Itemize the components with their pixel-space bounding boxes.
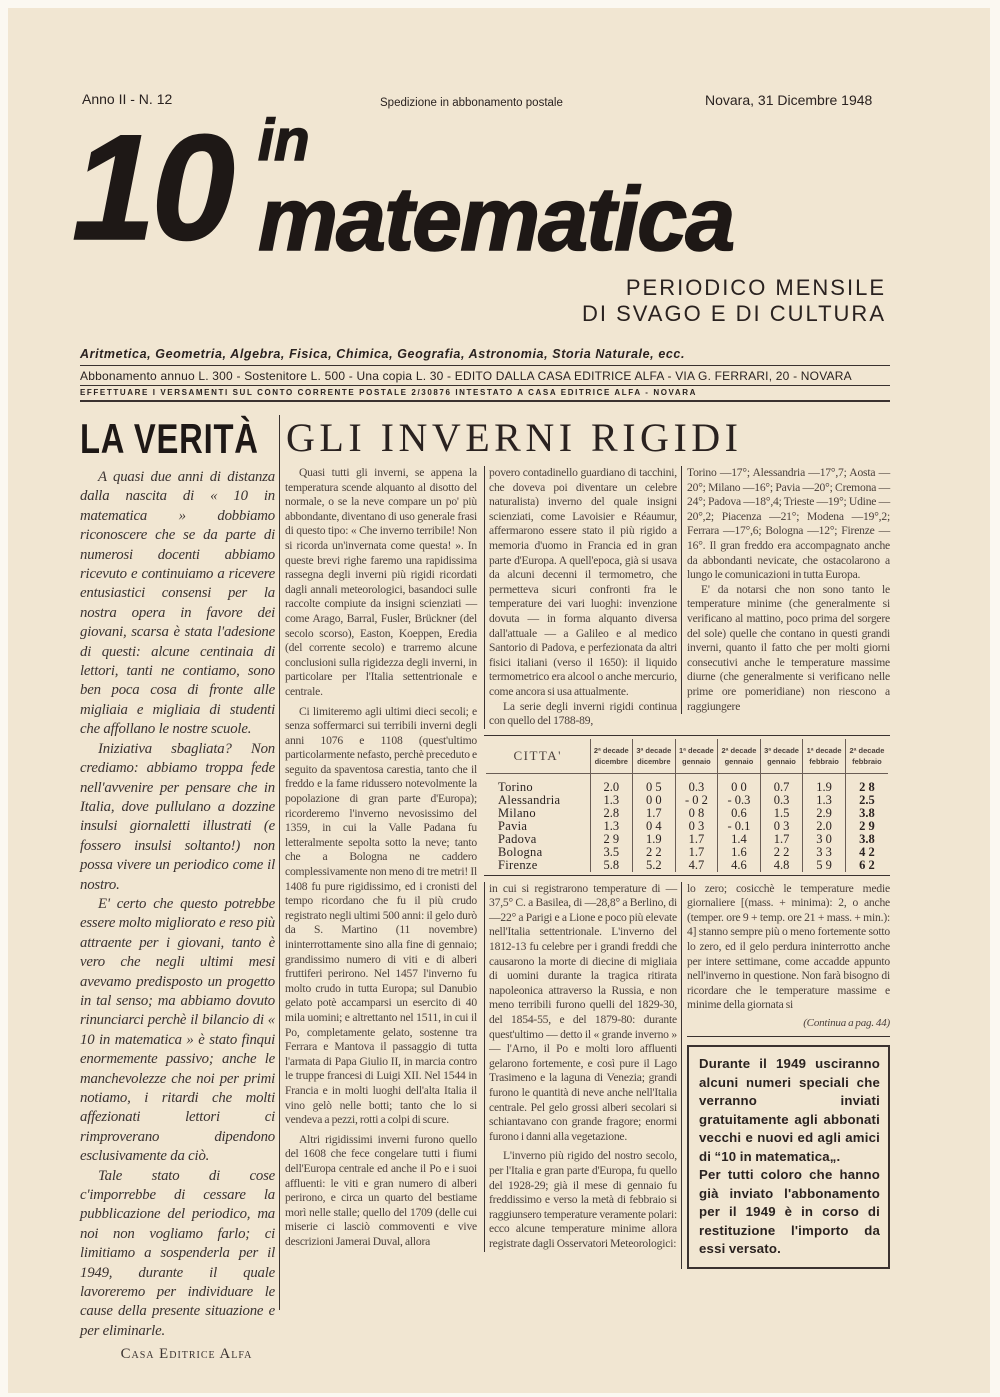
period-header (803, 739, 846, 774)
divider (687, 1036, 890, 1037)
temperature-cell: - 0.3 (718, 794, 761, 807)
editorial-paragraph: E' certo che questo potrebbe essere molto migliorato e reso più attraente per i giovani, tanto è vero che negli ultimi mesi avevamo predisposto un progetto in tal senso; ma abbiamo dovuto rinunciarci perchè il bilancio di « 10 in matematica » è stato finqui enormemente passivo; anche le manchevolezze che noi per primi notiamo, i ritardi che molti affezionati lettori ci rimproverano dipendono esclusivamente da ciò. (80, 895, 275, 1165)
temperature-cell: 0.6 (718, 807, 761, 820)
city-cell: Pavia (498, 818, 528, 833)
temperature-cell: 5.8 (590, 859, 633, 872)
article-title: GLI INVERNI RIGIDI (286, 415, 743, 460)
article-paragraph: lo zero; cosicchè le temperature medie giornaliere [(mass. + minima): 2, o anche (temper. ore 9 + temp. ore 21 + mass. + min.): 4] stanno sempre più o meno fortemente sotto lo zero, ed il gelo perdura ininterrotto anche per intere settimane, come accadde appunto nell'inverno in questione. Non farà bisogno di ricordare che le temperature massime e minime della giornata si (687, 881, 890, 1012)
notice-paragraph: Durante il 1949 usciranno alcuni numeri speciali che verranno inviati gratuitamente agli abbonati vecchi e nuovi ed agli amici di “10 in matematica„. (699, 1056, 880, 1164)
article-column-3-bottom (681, 882, 890, 1269)
temperature-cell: 0 5 (633, 773, 676, 794)
period-header (845, 739, 888, 774)
article-paragraph: Altri rigidissimi inverni furono quello del 1608 che fece congelare tutti i fiumi dell'Europa centrale ed anche il Po e i suoi affluenti: le viti e gran numero di alberi perirono, e circa un quarto del bestiame morì nelle stalle; quello del 1709 (delle cui miserie ci lasciò commoventi e vive descrizioni Jamerai Duval, allora (285, 1132, 477, 1248)
temperature-cell: 2 9 (590, 833, 633, 846)
temperature-cell: 2.9 (803, 807, 846, 820)
temperature-cell: 3.8 (845, 833, 888, 846)
editorial-paragraph: A quasi due anni di distanza dalla nascita di « 10 in matematica » dobbiamo riconoscere che se da parte di numerosi docenti abbiamo ricevuto e continuiamo a ricevere entusiastici consensi per la nostra opera in favore dei giovani, scarsa è stata l'adesione di questi: alcune centinaia di lettori, tanti ne contiamo, sono ben poca cosa di fronte alle migliaia e migliaia di studenti che affollano le nostre scuole. (80, 469, 275, 738)
temperature-cell: 0 0 (718, 773, 761, 794)
temperature-cell: 0.3 (760, 794, 803, 807)
editorial-title: LA VERITÀ (80, 415, 259, 462)
article-bottom-columns (484, 882, 890, 1269)
article-paragraph: La serie degli inverni rigidi continua con quello del 1788-89, (489, 699, 677, 728)
temperature-cell: 5 9 (803, 859, 846, 872)
temperature-cell: 0.7 (760, 773, 803, 794)
article-paragraph: povero contadinello guardiano di tacchini, che doveva poi diventare un celebre naturalista) inverno del quale insigni scienziati, come Lavoisier e Réaumur, affermarono essere stato il più rigido a memoria d'uomo in Francia ed in gran parte d'Europa. A quell'epoca, già si usava da alcuni decenni il termometro, che permetteva sicuri confronti fra le temperature dei vari luoghi: invenzione dovuta — in forma alquanto diversa dall'attuale — a Galileo e al medico Santorio di Padova, e perfezionata da altri fisici italiani (verso il 1650): il liquido termometrico era alcool o anche mercurio, come ancora si usa attualmente. (489, 466, 677, 698)
temperature-cell: - 0.1 (718, 820, 761, 833)
temperature-cell: 3 3 (803, 846, 846, 859)
temperature-cell: 1.7 (675, 846, 718, 859)
divider (80, 385, 890, 386)
logo-word: matematica (258, 170, 734, 270)
subjects-line: Aritmetica, Geometria, Algebra, Fisica, Chimica, Geografia, Astronomia, Storia Naturale, ecc. (80, 347, 686, 361)
temperature-cell: 1.7 (633, 807, 676, 820)
postal-note: Spedizione in abbonamento postale (380, 97, 563, 109)
column-divider (279, 415, 280, 1310)
temperature-cell: 1.3 (803, 794, 846, 807)
article-paragraph: Ci limiteremo agli ultimi dieci secoli; e senza soffermarci sui terribili inverni degli anni 1076 e 1108 (quest'ultimo particolarmente nefasto, perchè preceduto e seguito da spaventosa carestia, tanto che il freddo e la fame ridussero notevolmente la popolazione di gran parte d'Europa); ricorderemo l'inverno nevosissimo del 1359, in cui la Valle Padana fu letteralmente sepolta sotto la neve; tanto che a Bologna ne caddero complessivamente non meno di tre metri! Il 1408 fu pure rigidissimo, ed i cronisti del tempo ricordano che fu il più crudo registrato negli ultimi 500 anni: il gelo durò da S. Martino (11 novembre) ininterrottamente sino alla fine di gennaio; grandissimo numero di viti e di alberi fruttiferi perirono. Nel 1457 l'inverno fu molto crudo in tutta Europa; sul Danubio gelato potè accamparsi un esercito di 40 mila uomini; e altrettanto nel 1511, in cui il Po, completamente gelato, sostenne tra Ferrara e Mantova il passaggio di tutta l'armata di Papa Giulio II, in marcia contro le truppe francesi di Luigi XII. Nel 1544 in Francia e in molti luoghi dell'alta Italia il vino gelò nelle botti; tanto che lo si vendeva a pezzi, rotti a colpi di scure. (285, 704, 477, 1127)
issue-number: Anno II - N. 12 (82, 91, 173, 107)
period-header (675, 739, 718, 774)
logo-number: 10 (72, 103, 231, 271)
table-row (486, 846, 888, 859)
editorial-signature: Casa Editrice Alfa (120, 1346, 253, 1363)
article-paragraph: in cui si registrarono temperature di —37,5° C. a Basilea, di —28,8° a Berlino, di —22° a Parigi e a Lione e poco più elevate nell'Italia settentrionale. L'inverno del 1812-13 fu celebre per i grandi freddi che causarono la morte di diecine di migliaia di uomini durante la tragica ritirata napoleonica attraverso la Russia, e non meno terribili furono quelli del 1829-30, del 1854-55, e del 1879-80: durante quest'ultimo — detto il « grande inverno » — l'Arno, il Po e molti loro affluenti gelarono fortemente, e così pure il Lago Trasimeno e la laguna di Venezia; grandi furono le quantità di neve anche nell'Italia centrale. Pel gelo grossi alberi secolari si schiantavano con grande fragore; enormi furono i danni alla vegetazione. (489, 881, 677, 1143)
temperature-cell: 1.9 (633, 833, 676, 846)
period-month: dicembre (637, 756, 671, 766)
article-paragraph: E' da notarsi che non sono tanto le temperature minime (che generalmente si verificano al mattino, poco prima del sorgere del sole) quelle che contano in questi grandi inverni, quanto il fatto che per molti giorni consecutivi anche le temperature massime diurne (che generalmente si verificano nelle prime ore pomeridiane) non riescono a raggiungere (687, 582, 890, 713)
temperature-cell: 1.3 (590, 820, 633, 833)
temperature-cell: 5.2 (633, 859, 676, 872)
period-month: gennaio (767, 756, 796, 766)
temperature-cell: 2.8 (590, 807, 633, 820)
editorial-body (80, 468, 275, 1365)
temperature-cell: 1.5 (760, 807, 803, 820)
temperature-cell: 4.8 (760, 859, 803, 872)
temperature-cell: 1.3 (590, 794, 633, 807)
period-header (590, 739, 633, 774)
issue-date: Novara, 31 Dicembre 1948 (705, 92, 873, 108)
article-column-2-bottom (484, 882, 681, 1252)
city-cell: Alessandria (498, 792, 561, 807)
article-column-3-top (681, 466, 890, 714)
table-row (486, 833, 888, 846)
table-row (486, 859, 888, 872)
subscription-line: Abbonamento annuo L. 300 - Sostenitore L. 500 - Una copia L. 30 - EDITO DALLA CASA EDITRICE ALFA - VIA G. FERRARI, 20 - NOVARA (80, 369, 852, 383)
temperature-cell: 0 3 (760, 820, 803, 833)
temperature-cell: 0 8 (675, 807, 718, 820)
table-row (486, 773, 888, 794)
table-row (486, 807, 888, 820)
city-cell: Firenze (498, 857, 538, 872)
period-month: gennaio (724, 756, 754, 766)
temperature-cell: 0.3 (675, 773, 718, 794)
temperature-cell: 4.7 (675, 859, 718, 872)
table-row (486, 820, 888, 833)
temperature-cell: 1.7 (760, 833, 803, 846)
temperature-cell: 0 4 (633, 820, 676, 833)
temperature-cell: 1.6 (718, 846, 761, 859)
subtitle-1: PERIODICO MENSILE (625, 275, 886, 300)
table-row (486, 794, 888, 807)
period-month: febbraio (852, 756, 882, 766)
article-right-area (484, 466, 890, 1269)
article-paragraph: Torino —17°; Alessandria —17°,7; Aosta —20°; Milano —16°; Pavia —20°; Cremona —24°; Padova —18°,4; Trieste —19°; Udine —20°,2; Piacenza —21°; Modena —19°,2; Ferrara —17°,6; Bologna —12°; Firenze —16°. Il gran freddo era accompagnato anche da abbondanti nevicate, che ostacolarono a lungo le comunicazioni in tutta Europa. (687, 466, 890, 582)
temperature-table (484, 735, 890, 876)
temperature-cell: 2.0 (590, 773, 633, 794)
temperature-cell: 2 2 (633, 846, 676, 859)
continued-note: (Continua a pag. 44) (803, 1017, 890, 1030)
period-decade: 2ª decade (593, 745, 629, 755)
period-decade: 1ª decade (806, 745, 842, 755)
temperature-cell: 2.5 (845, 794, 888, 807)
period-decade: 2ª decade (721, 745, 757, 755)
article-paragraph: Quasi tutti gli inverni, se appena la temperatura scende alquanto al disotto del normale, o se la neve compare un po' più abbondante, diventano di uso generale frasi di questo tipo: « Che inverno terribile! Non si ricorda un'invernata come questa! ». In queste brevi righe faremo una rapidissima rassegna degli inverni più rigidi ricordati dagli annali meteorologici, basandoci sulle raccolte compiute da insigni scienziati — come Arago, Barral, Fusler, Brückner (del secolo scorso), Easton, Koeppen, Eredia (del corrente secolo) e trarremo alcune conclusioni sulla rigidezza degli inverni, in particolare per l'Italia settentrionale e centrale. (285, 466, 477, 698)
temperature-cell: 2 8 (845, 773, 888, 794)
article-paragraph: L'inverno più rigido del nostro secolo, per l'Italia e gran parte d'Europa, fu quello del 1928-29; già il mese di gennaio fu freddissimo e verso la metà di febbraio si raggiunsero temperature veramente polari: ecco alcune temperature minime allora registrate dagli Osservatori Meteorologici: (489, 1149, 677, 1250)
temperature-cell: 0 0 (633, 794, 676, 807)
period-month: gennaio (682, 756, 711, 766)
temperature-cell: - 0 2 (675, 794, 718, 807)
period-month: febbraio (809, 756, 839, 766)
period-header (760, 739, 803, 774)
table-header-row (486, 739, 888, 774)
temperature-cell: 4.6 (718, 859, 761, 872)
editorial-paragraph: Iniziativa sbagliata? Non crediamo: abbiamo troppa fede nell'avvenire per pensare che in Italia, dove pullulano a dozzine insulsi giornaletti illustrati (e fossero insulsi soltanto!) non possa vivere un periodico come il nostro. (80, 740, 275, 893)
subtitle-2: DI SVAGO E DI CULTURA (581, 301, 886, 326)
period-decade: 3ª decade (636, 745, 672, 755)
period-header (718, 739, 761, 774)
city-cell: Torino (498, 779, 533, 794)
temperature-cell: 0 3 (675, 820, 718, 833)
temperature-cell: 2 2 (760, 846, 803, 859)
temperature-cell: 3 0 (803, 833, 846, 846)
period-decade: 1ª decade (678, 745, 714, 755)
city-header: CITTA' (486, 739, 590, 774)
article-column-1 (285, 466, 477, 1249)
period-decade: 2ª decade (849, 745, 885, 755)
temperature-cell: 1.4 (718, 833, 761, 846)
city-cell: Padova (498, 831, 537, 846)
temperature-cell: 2 9 (845, 820, 888, 833)
article-column-2-top (484, 466, 681, 729)
notice-paragraph: Per tutti coloro che hanno già inviato l'abbonamento per il 1949 è in corso di restituzione l'importo da essi versato. (699, 1167, 880, 1257)
divider (80, 365, 890, 366)
temperature-cell: 1.9 (803, 773, 846, 794)
temperature-cell: 4 2 (845, 846, 888, 859)
temperature-cell: 2.0 (803, 820, 846, 833)
logo-in: in (258, 108, 310, 173)
temperature-cell: 3.5 (590, 846, 633, 859)
period-decade: 3ª decade (764, 745, 799, 755)
temperature-cell: 1.7 (675, 833, 718, 846)
period-month: dicembre (594, 756, 628, 766)
editorial-paragraph: Tale stato di cose c'imporrebbe di cessare la pubblicazione del periodico, ma noi non vogliamo farlo; ci limitiamo a sospenderla per il 1949, durante il quale lavoreremo per individuare le cause della presente situazione e per eliminarle. (80, 1167, 275, 1339)
temperature-cell: 3.8 (845, 807, 888, 820)
period-header (633, 739, 676, 774)
article-body (285, 466, 890, 1269)
divider (80, 400, 890, 402)
article-top-columns (484, 466, 890, 729)
temperature-cell: 6 2 (845, 859, 888, 872)
notice-box (687, 1045, 890, 1269)
city-cell: Milano (498, 805, 536, 820)
payment-line: EFFETTUARE I VERSAMENTI SUL CONTO CORRENTE POSTALE 2/30876 INTESTATO A CASA EDITRICE ALFA - NOVARA (80, 388, 697, 397)
city-cell: Bologna (498, 844, 543, 859)
